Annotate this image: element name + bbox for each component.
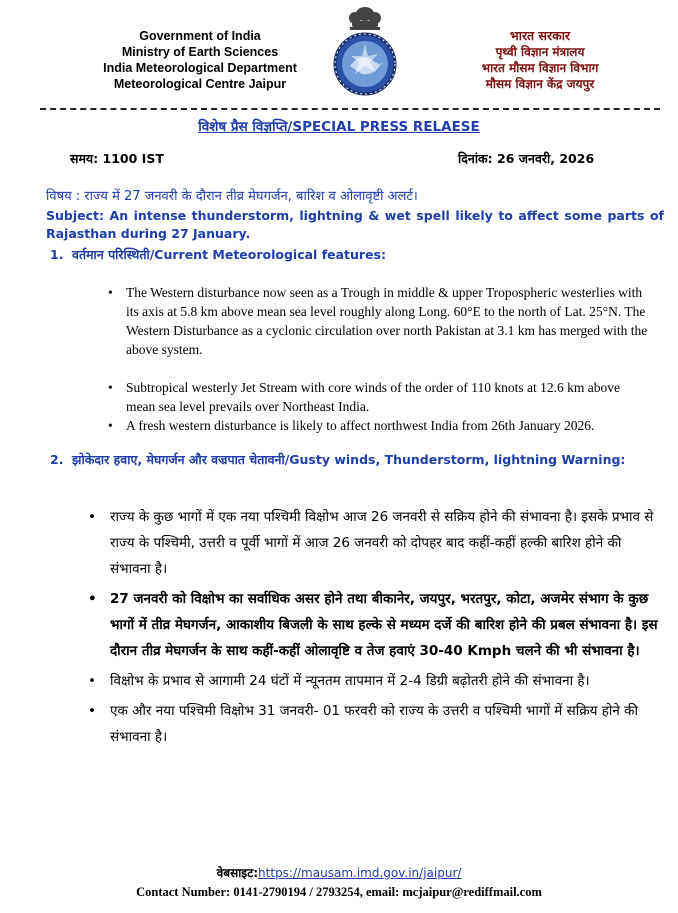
bullet-icon: • xyxy=(88,703,96,719)
bullet-icon: • xyxy=(108,285,113,300)
section-2-heading xyxy=(50,451,658,469)
issue-time: समय: 1100 IST xyxy=(70,151,164,166)
list-item: • 27 जनवरी को विक्षोभ का सर्वाधिक असर होने तथा बीकानेर, जयपुर, भरतपुर, कोटा, अजमेर संभाग के कुछ भागों में तीव्र मेघगर्जन, आकाशीय बिजली के साथ हल्के से मध्यम दर्जे की बारिश होने की प्रबल संभावना है। इस दौरान तीव्र मेघगर्जन के साथ कहीं-कहीं ओलावृष्टि व तेज हवाएं 30-40 Kmph चलने की भी संभावना है। xyxy=(88,586,660,664)
bullet-icon: • xyxy=(88,509,96,525)
section-2-number: 2. xyxy=(50,452,64,467)
section-1-heading xyxy=(50,246,652,264)
subject-hindi: विषय : राज्य में 27 जनवरी के दौरान तीव्र मेघगर्जन, बारिश व ओलावृष्टी अलर्ट। xyxy=(46,189,418,204)
footer-website xyxy=(0,864,678,881)
org-hindi-line-4: मौसम विज्ञान केंद्र जयपुर xyxy=(485,77,595,91)
bullet-icon: • xyxy=(108,418,113,433)
list-item: • राज्य के कुछ भागों में एक नया पश्चिमी विक्षोभ आज 26 जनवरी से सक्रिय होने की संभावना है। इसके प्रभाव से राज्य के पश्चिमी, उत्तरी व पूर्वी भागों में आज 26 जनवरी को दोपहर बाद कहीं-कहीं हल्की बारिश होने की संभावना है। xyxy=(88,504,660,582)
list-item: • एक और नया पश्चिमी विक्षोभ 31 जनवरी- 01 फरवरी को राज्य के उत्तरी व पश्चिमी भागों में सक्रिय होने की संभावना है। xyxy=(88,698,660,750)
org-line-1: Government of India xyxy=(139,29,261,43)
issue-date: दिनांक: 26 जनवरी, 2026 xyxy=(458,151,595,166)
header-divider xyxy=(40,108,660,110)
list-item: • A fresh western disturbance is likely to affect northwest India from 26th January 2026. xyxy=(108,418,595,433)
org-hindi-line-2: पृथ्वी विज्ञान मंत्रालय xyxy=(495,45,585,59)
letterhead xyxy=(0,0,678,108)
letterhead-hindi xyxy=(420,28,660,92)
section-2-title: झोकेदार हवाए, मेघगर्जन और वज्रपात चेतावनी/Gusty winds, Thunderstorm, lightning Warning: xyxy=(72,452,626,467)
letterhead-english xyxy=(60,28,340,92)
website-label: वेबसाइट: xyxy=(216,866,259,880)
imd-emblem-icon xyxy=(320,4,410,104)
bullet-icon: • xyxy=(108,380,113,395)
list-item: • The Western disturbance now seen as a Trough in middle & upper Tropospheric westerlies with its axis at 5.8 km above mean sea level roughly along Long. 60°E to the north of Lat. 25°N. The Western Disturbance as a cyclonic circulation over north Pakistan at 3.1 km has merged with the above system. xyxy=(108,285,648,357)
meteorological-features-list-2 xyxy=(108,378,648,435)
press-release-title: विशेष प्रैस विज्ञप्ति/SPECIAL PRESS RELAESE xyxy=(198,119,480,135)
warning-list xyxy=(88,504,660,754)
section-1-title: वर्तमान परिस्थिती/Current Meteorological features: xyxy=(72,247,387,262)
subject-english: Subject: An intense thunderstorm, lightning & wet spell likely to affect some parts of Rajasthan during 27 January. xyxy=(46,208,664,241)
org-line-2: Ministry of Earth Sciences xyxy=(121,45,279,59)
org-line-3: India Meteorological Department xyxy=(103,61,297,75)
org-hindi-line-3: भारत मौसम विज्ञान विभाग xyxy=(481,61,599,75)
bullet-icon: • xyxy=(88,673,96,689)
org-line-4: Meteorological Centre Jaipur xyxy=(113,77,287,91)
list-item: • Subtropical westerly Jet Stream with core winds of the order of 110 knots at 12.6 km above mean sea level prevails over Northeast India. xyxy=(108,380,621,414)
section-1-number: 1. xyxy=(50,247,64,262)
bullet-icon: • xyxy=(88,591,97,607)
footer-contact: Contact Number: 0141-2790194 / 2793254, email: mcjaipur@rediffmail.com xyxy=(136,885,542,899)
org-hindi-line-1: भारत सरकार xyxy=(509,28,571,43)
list-item: • विक्षोभ के प्रभाव से आगामी 24 घंटों में न्यूनतम तापमान में 2-4 डिग्री बढ़ोतरी होने की संभावना है। xyxy=(88,668,660,694)
website-link[interactable]: https://mausam.imd.gov.in/jaipur/ xyxy=(258,866,462,880)
meteorological-features-list xyxy=(108,283,648,359)
